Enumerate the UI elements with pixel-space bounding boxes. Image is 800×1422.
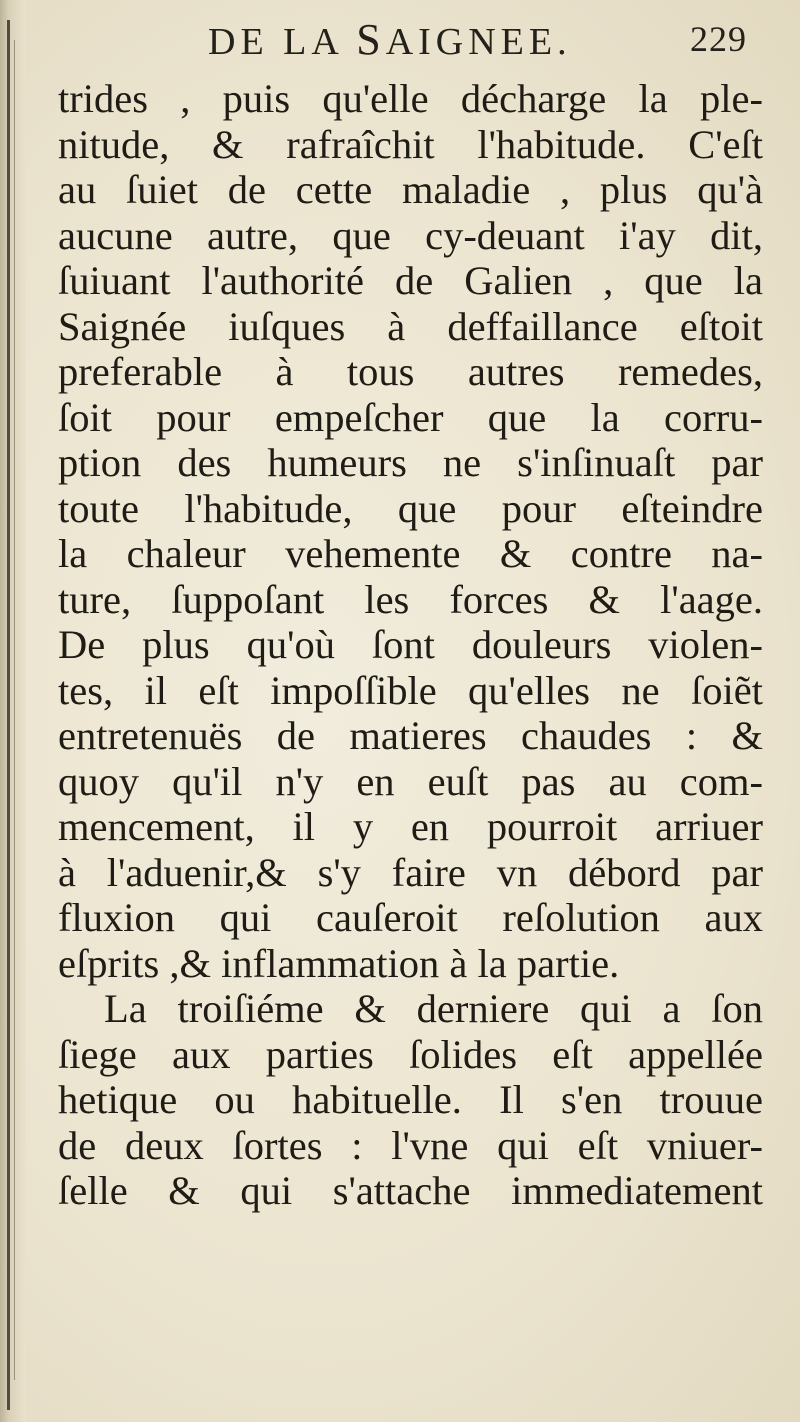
text-line: hetique ou habituelle. Il s'en trouue [58, 1077, 763, 1122]
text-line: nitude, & rafraîchit l'habitude. C'eſt [58, 121, 763, 167]
text-line: ſelle & qui s'attache immediatement [58, 1168, 763, 1213]
text-line: ſiege aux parties ſolides eſt appellée [58, 1031, 763, 1077]
text-line: toute l'habitude, que pour eſteindre [58, 485, 763, 531]
text-line: ſoit pour empeſcher que la corru- [58, 394, 763, 440]
running-head-word-rest: AIGNEE. [385, 21, 572, 63]
text-line: de deux ſortes : l'vne qui eſt vniuer- [58, 1122, 763, 1168]
text-line: aucune autre, que cy-deuant i'ay dit, [58, 212, 763, 258]
text-line: fluxion qui cauſeroit reſolution aux [58, 895, 763, 940]
text-line: preferable à tous autres remedes, [58, 349, 763, 394]
page-number: 229 [690, 19, 747, 59]
text-line: entretenuës de matieres chaudes : & [58, 713, 763, 758]
text-line: Saignée iuſques à deffaillance eſtoit [58, 303, 763, 349]
text-line: ption des humeurs ne s'inſinuaſt par [58, 440, 763, 485]
text-line: mencement, il y en pourroit arriuer [58, 804, 763, 849]
text-line: quoy qu'il n'y en euſt pas au com- [58, 758, 763, 804]
page-header [0, 14, 800, 74]
text-line: trides , puis qu'elle décharge la ple- [58, 76, 763, 121]
running-head-prefix: DE LA [208, 21, 357, 63]
text-line: au ſuiet de cette maladie , plus qu'à [58, 167, 763, 212]
text-line: eſprits ,& inflammation à la partie. [58, 940, 620, 986]
text-line: ſuiuant l'authorité de Galien , que la [58, 258, 763, 303]
text-line: tes, il eſt impoſſible qu'elles ne ſoiẽt [58, 667, 763, 713]
text-line: La troiſiéme & derniere qui a ſon [104, 986, 763, 1031]
running-head-initial: S [356, 15, 386, 64]
text-line: De plus qu'où ſont douleurs violen- [58, 622, 763, 667]
running-head [208, 14, 572, 65]
page-binding-edge [0, 0, 26, 1422]
text-line: ture, ſuppoſant les forces & l'aage. [58, 576, 763, 622]
text-line: la chaleur vehemente & contre na- [58, 531, 763, 576]
text-line: à l'aduenir,& s'y faire vn débord par [58, 849, 763, 895]
